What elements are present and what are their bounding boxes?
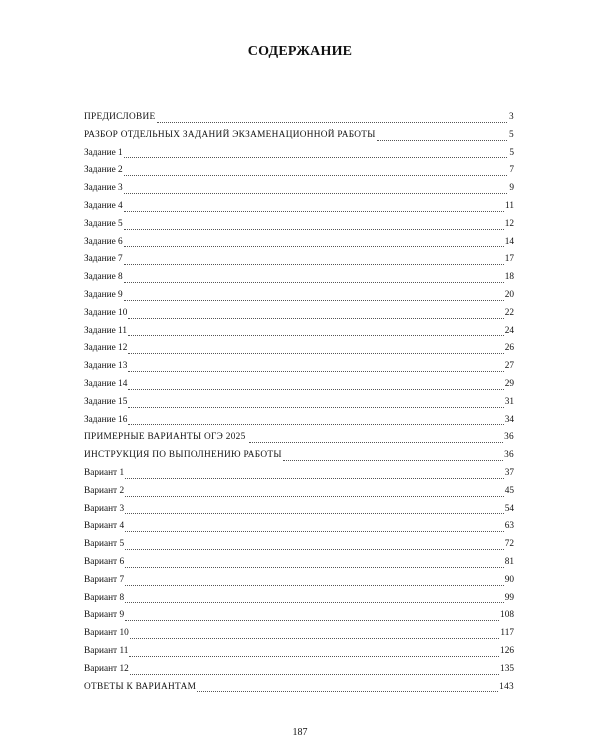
toc-entry-label: Задание 8 [84,272,123,283]
dot-leader [283,460,503,461]
toc-entry-page: 27 [504,361,514,372]
toc-entry-page: 18 [504,272,514,283]
dot-leader [125,602,504,603]
toc-entry-page: 17 [504,254,514,265]
toc-entry-page: 108 [500,610,514,621]
toc-entry-label: Вариант 2 [84,485,125,496]
toc-entry-page: 12 [504,218,514,229]
toc-entry[interactable] [84,199,514,217]
toc-entry-label: Вариант 12 [84,663,129,674]
toc-entry-page: 20 [504,289,514,300]
dot-leader [125,513,504,514]
dot-leader [124,175,507,176]
toc-entry-page: 81 [504,556,514,567]
dot-leader [129,656,499,657]
toc-entry[interactable] [84,359,514,377]
dot-leader [197,691,498,692]
dot-leader [125,549,504,550]
toc-entry-page: 26 [504,343,514,354]
toc-entry-label: Задание 13 [84,361,128,372]
dot-leader [125,585,504,586]
toc-entry-label: Вариант 9 [84,610,125,621]
toc-entry[interactable] [84,163,514,181]
toc-entry-label: Задание 14 [84,378,128,389]
toc-entry[interactable] [84,306,514,324]
toc-entry[interactable] [84,341,514,359]
dot-leader [128,424,503,425]
toc-entry-page: 22 [504,307,514,318]
toc-entry[interactable] [84,662,514,680]
toc-entry-label: Вариант 3 [84,503,125,514]
toc-entry[interactable] [84,288,514,306]
toc-entry-page: 34 [504,414,514,425]
toc-entry-label: Задание 7 [84,254,123,265]
toc-entry-label: Задание 4 [84,200,123,211]
toc-entry-page: 11 [505,200,514,211]
dot-leader [124,211,504,212]
toc-entry-page: 36 [504,432,514,443]
toc-entry-page: 54 [504,503,514,514]
toc-entry-page: 143 [499,681,514,692]
toc-entry[interactable] [84,484,514,502]
dot-leader [128,318,503,319]
toc-entry-page: 37 [504,467,514,478]
dot-leader [130,638,500,639]
dot-leader [157,122,507,123]
dot-leader [125,620,499,621]
dot-leader [128,389,503,390]
toc-entry-label: Задание 9 [84,289,123,300]
toc-entry-label: Задание 6 [84,236,123,247]
toc-entry-label: Вариант 11 [84,645,129,656]
toc-entry-page: 90 [504,574,514,585]
toc-entry[interactable] [84,573,514,591]
toc-entry-label: Задание 10 [84,307,128,318]
toc-entry[interactable] [84,270,514,288]
toc-entry[interactable] [84,146,514,164]
dot-leader [124,246,504,247]
dot-leader [130,674,499,675]
toc-entry-page: 3 [509,112,514,122]
dot-leader [124,282,504,283]
toc-entry-label: РАЗБОР ОТДЕЛЬНЫХ ЗАДАНИЙ ЭКЗАМЕНАЦИОННОЙ РАБОТЫ [84,129,376,140]
dot-leader [124,300,504,301]
dot-leader [128,407,503,408]
dot-leader [125,531,504,532]
toc-entry[interactable] [84,413,514,431]
toc-entry[interactable] [84,128,514,146]
toc-entry-page: 72 [504,539,514,550]
toc-entry-page: 5 [509,129,514,140]
toc-entry-label: Вариант 1 [84,467,125,478]
toc-entry[interactable] [84,235,514,253]
toc-entry-page: 29 [504,378,514,389]
dot-leader [249,442,503,443]
toc-entry-page: 24 [504,325,514,336]
toc-entry-page: 99 [504,592,514,603]
toc-entry-page: 126 [500,645,514,656]
toc-entry-label: Вариант 5 [84,539,125,550]
toc-entry-label: Вариант 4 [84,521,125,532]
toc-entry[interactable] [84,626,514,644]
toc-entry-label: ПРЕДИСЛОВИЕ [84,112,156,122]
toc-entry-label: Задание 3 [84,183,123,194]
toc-entry[interactable] [84,430,514,448]
toc-entry[interactable] [84,591,514,609]
toc-entry[interactable] [84,110,514,128]
toc-entry-label: Вариант 7 [84,574,125,585]
toc-entry-label: Вариант 6 [84,556,125,567]
toc-entry-label: Задание 5 [84,218,123,229]
toc-entry-page: 31 [504,396,514,407]
toc-entry-page: 135 [500,663,514,674]
dot-leader [124,193,507,194]
toc-entry[interactable] [84,502,514,520]
dot-leader [124,264,504,265]
table-of-contents [84,110,514,697]
toc-entry-page: 5 [509,147,514,158]
dot-leader [128,353,503,354]
toc-entry-label: ПРИМЕРНЫЕ ВАРИАНТЫ ОГЭ 2025 [84,432,249,443]
toc-entry-label: Задание 16 [84,414,128,425]
toc-entry-label: Задание 11 [84,325,127,336]
toc-entry-page: 7 [509,165,514,176]
dot-leader [125,567,504,568]
toc-entry[interactable] [84,608,514,626]
toc-entry[interactable] [84,395,514,413]
toc-entry[interactable] [84,644,514,662]
dot-leader [124,229,504,230]
toc-entry-page: 14 [504,236,514,247]
dot-leader [125,478,504,479]
toc-entry[interactable] [84,537,514,555]
toc-entry-label: Задание 1 [84,147,123,158]
toc-entry[interactable] [84,252,514,270]
dot-leader [125,496,504,497]
dot-leader [128,335,504,336]
toc-entry[interactable] [84,555,514,573]
toc-entry[interactable] [84,448,514,466]
toc-entry[interactable] [84,680,514,698]
toc-entry-label: Вариант 10 [84,628,129,639]
toc-entry-page: 45 [504,485,514,496]
toc-entry[interactable] [84,466,514,484]
toc-entry-label: Задание 12 [84,343,128,354]
toc-entry[interactable] [84,181,514,199]
page-number: 187 [292,727,308,738]
toc-entry-page: 9 [509,183,514,194]
toc-entry-page: 63 [504,521,514,532]
toc-entry-label: ИНСТРУКЦИЯ ПО ВЫПОЛНЕНИЮ РАБОТЫ [84,450,282,461]
toc-entry-label: Задание 15 [84,396,128,407]
toc-entry-page: 36 [504,450,514,461]
toc-entry[interactable] [84,324,514,342]
toc-entry-page: 117 [500,628,514,639]
dot-leader [124,157,507,158]
toc-entry[interactable] [84,377,514,395]
dot-leader [128,371,503,372]
page-title: СОДЕРЖАНИЕ [247,44,353,59]
toc-entry[interactable] [84,519,514,537]
dot-leader [377,140,507,141]
toc-entry-label: Вариант 8 [84,592,125,603]
toc-entry[interactable] [84,217,514,235]
toc-entry-label: ОТВЕТЫ К ВАРИАНТАМ [84,681,197,692]
toc-entry-label: Задание 2 [84,165,123,176]
